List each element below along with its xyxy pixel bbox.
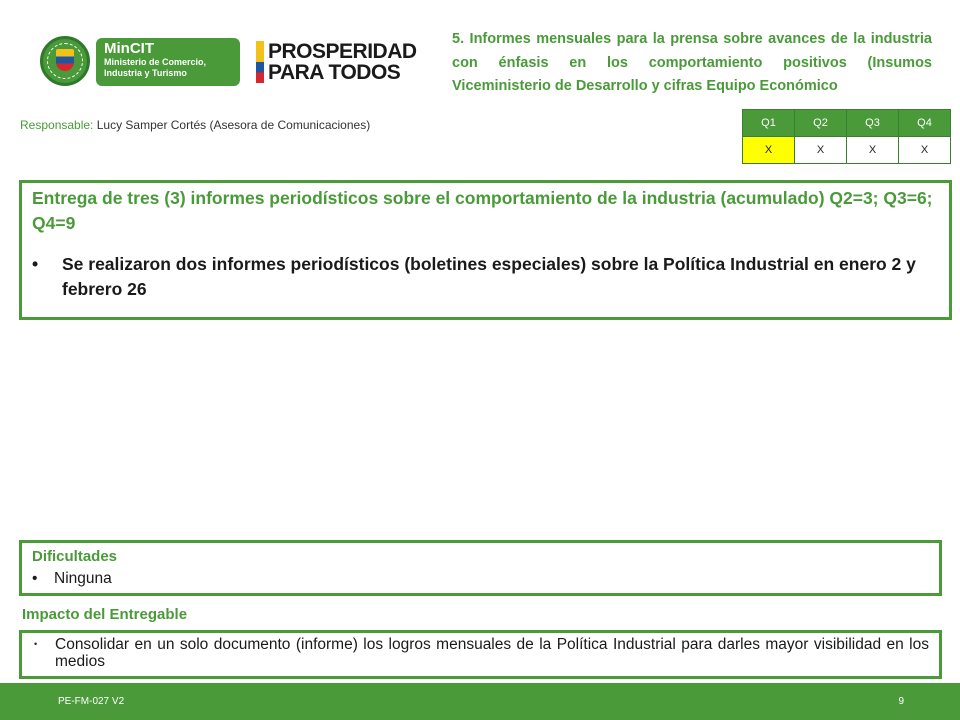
bullet-icon: • xyxy=(32,570,38,587)
mincit-wordmark xyxy=(96,38,240,86)
impact-box xyxy=(19,630,942,679)
quarter-header: Q3 xyxy=(847,110,899,137)
bullet-icon: • xyxy=(32,254,39,274)
mincit-line1: Ministerio de Comercio, xyxy=(104,57,207,67)
quarter-header: Q4 xyxy=(899,110,951,137)
quarter-value: X xyxy=(743,137,795,164)
main-content-box xyxy=(19,180,952,320)
main-bullet-text: Se realizaron dos informes periodísticos (boletines especiales) sobre la Política Industrial en enero 2 y febrero 26 xyxy=(62,254,916,299)
difficulties-box xyxy=(19,540,942,596)
quarter-header: Q1 xyxy=(743,110,795,137)
prosperidad-logo xyxy=(256,40,428,84)
responsible-label: Responsable: xyxy=(20,118,94,132)
footer-bar xyxy=(0,683,960,720)
quarter-value: X xyxy=(899,137,951,164)
responsible-line xyxy=(20,118,370,132)
bullet-icon: • xyxy=(34,639,38,649)
mincit-line2: Industria y Turismo xyxy=(104,68,187,78)
responsible-name: Lucy Samper Cortés (Asesora de Comunicaciones) xyxy=(96,118,371,132)
difficulties-title: Dificultades xyxy=(32,548,118,565)
prosperidad-line2: PARA TODOS xyxy=(268,61,401,84)
list-item xyxy=(32,636,929,670)
list-item xyxy=(32,252,939,302)
colombia-seal-icon xyxy=(40,36,90,86)
main-heading: Entrega de tres (3) informes periodísticos sobre el comportamiento de la industria (acumulado) Q2=3; Q3=6; Q4=9 xyxy=(32,188,933,233)
prosperidad-line1: PROSPERIDAD xyxy=(268,40,417,63)
impact-text: Consolidar en un solo documento (informe) los logros mensuales de la Política Industrial para darles mayor visibilidad en los medios xyxy=(55,636,929,670)
mincit-logo xyxy=(40,34,240,88)
difficulty-text: Ninguna xyxy=(54,570,112,587)
page-number: 9 xyxy=(898,696,904,707)
quarter-table xyxy=(742,109,951,164)
quarter-value: X xyxy=(847,137,899,164)
main-bullet-list xyxy=(32,252,939,302)
quarter-value: X xyxy=(795,137,847,164)
impact-title: Impacto del Entregable xyxy=(22,606,188,623)
document-code: PE-FM-027 V2 xyxy=(58,696,125,707)
mincit-brand: MinCIT xyxy=(104,40,154,57)
colombia-flag-icon xyxy=(256,41,264,83)
quarter-header: Q2 xyxy=(795,110,847,137)
list-item xyxy=(32,568,929,590)
page-title: 5. Informes mensuales para la prensa sobre avances de la industria con énfasis en los comportamiento positivos (Insumos Viceministerio de Desarrollo y cifras Equipo Económico xyxy=(452,31,932,94)
